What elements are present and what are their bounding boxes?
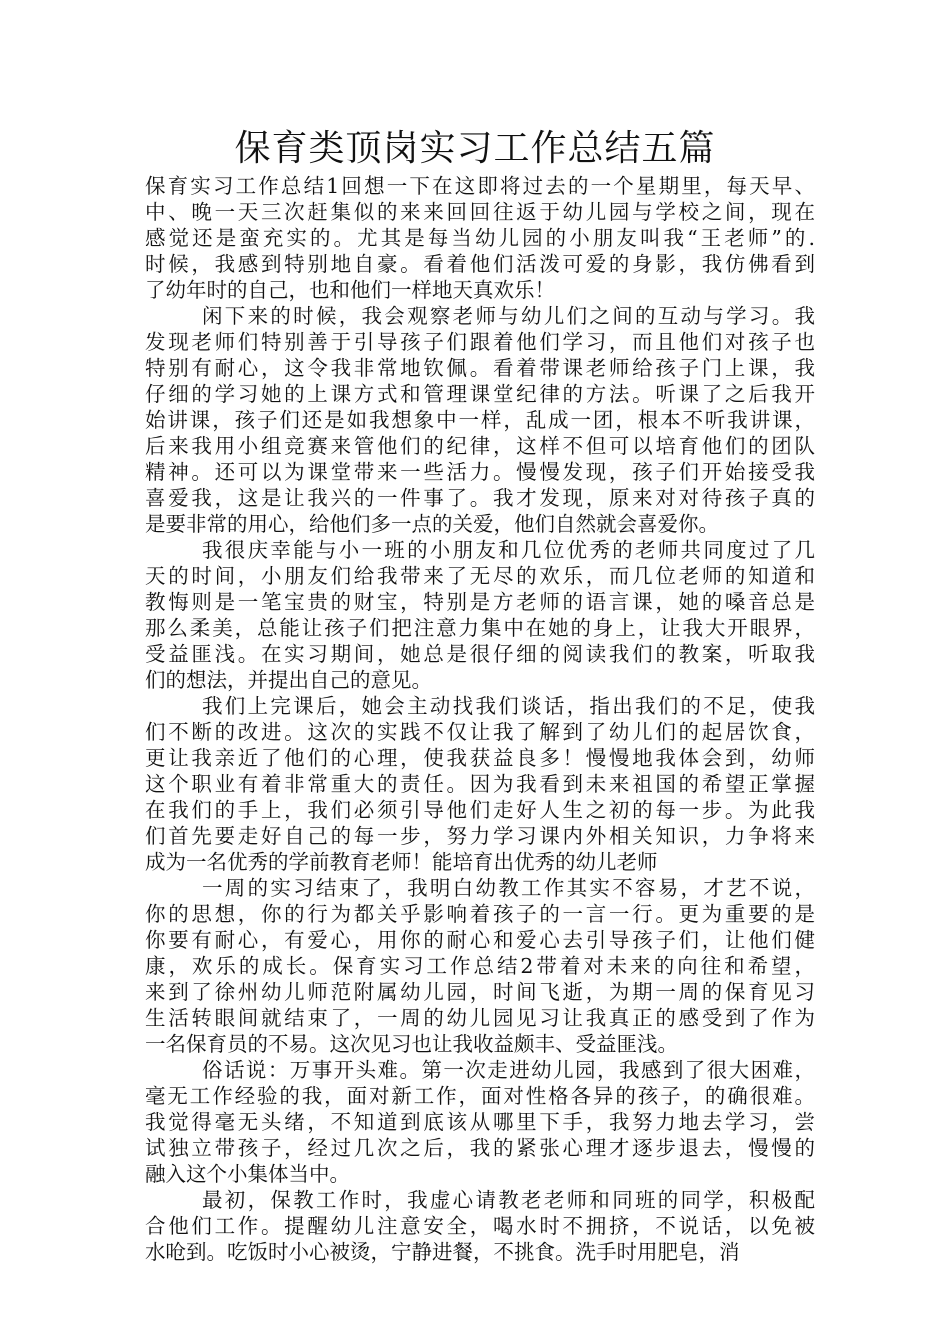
text-line: 中、晚一天三次赶集似的来来回回往返于幼儿园与学校之间，现在 [145, 200, 815, 224]
text-line: 在我们的手上，我们必须引导他们走好人生之初的每一步。为此我 [145, 798, 815, 822]
text-line: 们的想法，并提出自己的意见。 [145, 668, 432, 692]
text-line: 喜爱我，这是让我兴的一件事了。我才发现，原来对对待孩子真的 [145, 486, 815, 510]
document-title: 保育类顶岗实习工作总结五篇 [234, 128, 716, 169]
text-line: 保育实习工作总结1回想一下在这即将过去的一个星期里，每天早、 [145, 174, 815, 198]
text-line: 精神。还可以为课堂带来一些活力。慢慢发现，孩子们开始接受我 [145, 460, 815, 484]
text-line: 水呛到。吃饭时小心被烫，宁静进餐，不挑食。洗手时用肥皂，消 [145, 1240, 740, 1264]
text-line: 这个职业有着非常重大的责任。因为我看到未来祖国的希望正掌握 [145, 772, 815, 796]
text-line: 教悔则是一笔宝贵的财宝，特别是方老师的语言课，她的嗓音总是 [145, 590, 815, 614]
text-line: 们不断的改进。这次的实践不仅让我了解到了幼儿们的起居饮食， [145, 720, 815, 744]
paragraph [145, 693, 815, 875]
text-line: 生活转眼间就结束了，一周的幼儿园见习让我真正的感受到了作为 [145, 1006, 815, 1030]
text-line: 一周的实习结束了，我明白幼教工作其实不容易，才艺不说， [202, 876, 815, 900]
text-line: 试独立带孩子，经过几次之后，我的紧张心理才逐步退去，慢慢的 [145, 1136, 815, 1160]
text-line: 闲下来的时候，我会观察老师与幼儿们之间的互动与学习。我 [202, 304, 815, 328]
text-line: 你的思想，你的行为都关乎影响着孩子的一言一行。更为重要的是 [145, 902, 815, 926]
text-line: 们首先要走好自己的每一步，努力学习课内外相关知识，力争将来 [145, 824, 815, 848]
text-line: 发现老师们特别善于引导孩子们跟着他们学习，而且他们对孩子也 [145, 330, 815, 354]
text-line: 成为一名优秀的学前教育老师！能培育出优秀的幼儿老师 [145, 850, 658, 874]
text-line: 时候，我感到特别地自豪。看着他们活泼可爱的身影，我仿佛看到 [145, 252, 815, 276]
text-line: 我很庆幸能与小一班的小朋友和几位优秀的老师共同度过了几 [202, 538, 815, 562]
text-line: 后来我用小组竞赛来管他们的纪律，这样不但可以培育他们的团队 [145, 434, 815, 458]
paragraph [145, 1187, 815, 1265]
text-line: 康，欢乐的成长。保育实习工作总结2带着对未来的向往和希望， [145, 954, 815, 978]
text-line: 始讲课，孩子们还是如我想象中一样，乱成一团，根本不听我讲课， [145, 408, 815, 432]
text-line: 感觉还是蛮充实的。尤其是每当幼儿园的小朋友叫我“王老师”的. [145, 226, 815, 250]
paragraph [145, 303, 815, 537]
text-line: 那么柔美，总能让孩子们把注意力集中在她的身上，让我大开眼界， [145, 616, 815, 640]
text-line: 一名保育员的不易。这次见习也让我收益颇丰、受益匪浅。 [145, 1032, 678, 1056]
text-line: 更让我亲近了他们的心理，使我获益良多！慢慢地我体会到，幼师 [145, 746, 815, 770]
document-body [145, 173, 815, 1265]
text-line: 毫无工作经验的我，面对新工作，面对性格各异的孩子，的确很难。 [145, 1084, 815, 1108]
text-line: 是要非常的用心，给他们多一点的关爱，他们自然就会喜爱你。 [145, 512, 719, 536]
text-line: 了幼年时的自己，也和他们一样地天真欢乐！ [145, 278, 555, 302]
text-line: 特别有耐心，这令我非常地钦佩。看着带课老师给孩子门上课，我 [145, 356, 815, 380]
paragraph [145, 1057, 815, 1187]
paragraph [145, 173, 815, 303]
text-line: 你要有耐心，有爱心，用你的耐心和爱心去引导孩子们，让他们健 [145, 928, 815, 952]
text-line: 仔细的学习她的上课方式和管理课堂纪律的方法。听课了之后我开 [145, 382, 815, 406]
text-line: 来到了徐州幼儿师范附属幼儿园，时间飞逝，为期一周的保育见习 [145, 980, 815, 1004]
text-line: 我觉得毫无头绪，不知道到底该从哪里下手，我努力地去学习，尝 [145, 1110, 815, 1134]
text-line: 最初，保教工作时，我虚心请教老老师和同班的同学，积极配 [202, 1188, 815, 1212]
text-line: 融入这个小集体当中。 [145, 1162, 350, 1186]
text-line: 我们上完课后，她会主动找我们谈话，指出我们的不足，使我 [202, 694, 815, 718]
text-line: 合他们工作。提醒幼儿注意安全，喝水时不拥挤，不说话，以免被 [145, 1214, 815, 1238]
text-line: 受益匪浅。在实习期间，她总是很仔细的阅读我们的教案，听取我 [145, 642, 815, 666]
text-line: 天的时间，小朋友们给我带来了无尽的欢乐，而几位老师的知道和 [145, 564, 815, 588]
paragraph [145, 537, 815, 693]
paragraph [145, 875, 815, 1057]
text-line: 俗话说：万事开头难。第一次走进幼儿园，我感到了很大困难， [202, 1058, 815, 1082]
